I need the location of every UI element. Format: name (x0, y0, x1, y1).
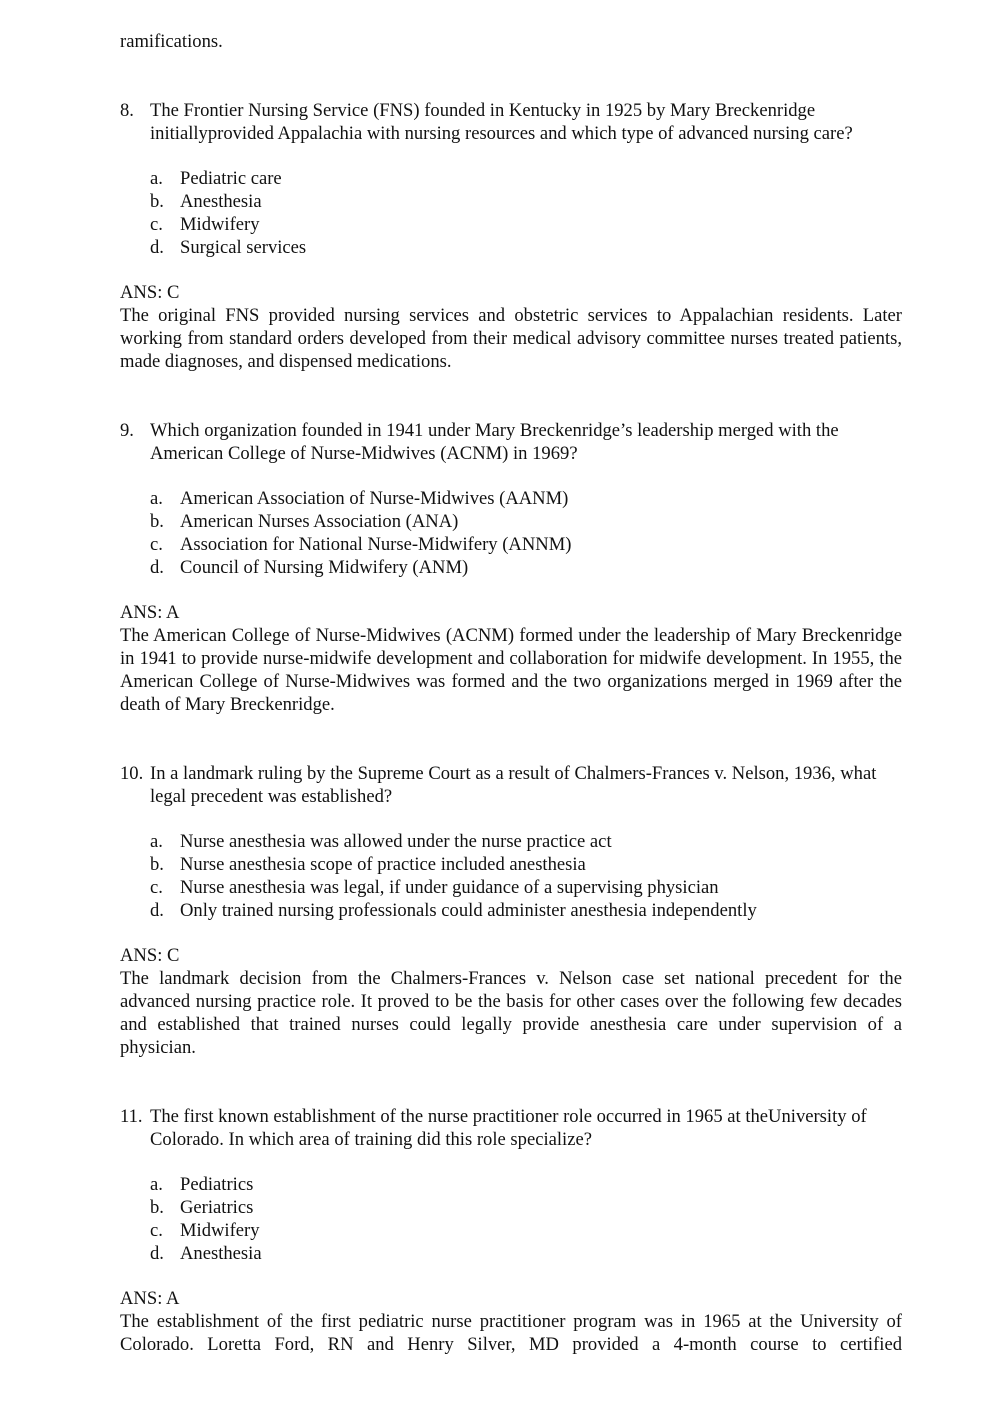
question-text: The Frontier Nursing Service (FNS) founded in Kentucky in 1925 by Mary Breckenridge initiallyprovided Appalachia with nursing resources and which type of advanced nursing care? (150, 100, 853, 144)
option-letter: d. (150, 1243, 164, 1264)
option-b (120, 510, 902, 533)
question-number: 9. (120, 420, 134, 441)
document-page (120, 30, 902, 1356)
option-text: Association for National Nurse-Midwifery (ANNM) (180, 534, 572, 555)
question-number: 8. (120, 100, 134, 121)
option-d (120, 899, 902, 922)
option-text: Surgical services (180, 237, 307, 258)
continued-text: ramifications. (120, 31, 223, 52)
question-text: Which organization founded in 1941 under Mary Breckenridge’s leadership merged with the American College of Nurse-Midwives (ACNM) in 1969? (150, 420, 839, 464)
option-letter: a. (150, 488, 163, 509)
answer-options (120, 830, 902, 922)
option-text: Geriatrics (180, 1197, 254, 1218)
question-11 (120, 1105, 902, 1356)
question-stem (120, 762, 902, 808)
option-letter: c. (150, 1220, 163, 1241)
option-c (120, 533, 902, 556)
option-letter: d. (150, 900, 164, 921)
answer-explanation: The landmark decision from the Chalmers-Frances v. Nelson case set national precedent for the advanced nursing practice role. It proved to be the basis for other cases over the following few decades and established that trained nurses could legally provide anesthesia care under supervision of a physician. (120, 968, 902, 1058)
option-text: Pediatrics (180, 1174, 254, 1195)
question-10 (120, 762, 902, 1059)
option-letter: c. (150, 877, 163, 898)
option-a (120, 1173, 902, 1196)
option-text: American Nurses Association (ANA) (180, 511, 459, 532)
option-letter: b. (150, 191, 164, 212)
option-text: Council of Nursing Midwifery (ANM) (180, 557, 469, 578)
option-d (120, 236, 902, 259)
option-text: Nurse anesthesia was allowed under the nurse practice act (180, 831, 612, 852)
option-letter: c. (150, 534, 163, 555)
answer-explanation: The original FNS provided nursing services and obstetric services to Appalachian residents. Later working from standard orders developed from their medical advisory committee nurses treated patients, made diagnoses, and dispensed medications. (120, 305, 902, 372)
answer-explanation: The establishment of the first pediatric nurse practitioner program was in 1965 at the University of Colorado. Loretta Ford, RN and Henry Silver, MD provided a 4-month course to certified (120, 1311, 902, 1355)
option-b (120, 190, 902, 213)
option-c (120, 213, 902, 236)
option-a (120, 167, 902, 190)
option-text: Anesthesia (180, 191, 262, 212)
answer-key: ANS: C (120, 282, 180, 303)
answer-options (120, 167, 902, 259)
option-text: Only trained nursing professionals could administer anesthesia independently (180, 900, 757, 921)
option-text: Midwifery (180, 1220, 260, 1241)
option-text: Nurse anesthesia scope of practice included anesthesia (180, 854, 586, 875)
question-text: The first known establishment of the nurse practitioner role occurred in 1965 at theUniversity of Colorado. In which area of training did this role specialize? (150, 1106, 867, 1150)
option-letter: a. (150, 168, 163, 189)
question-stem (120, 419, 902, 465)
answer-key: ANS: A (120, 1288, 180, 1309)
option-letter: d. (150, 237, 164, 258)
option-letter: c. (150, 214, 163, 235)
answer-options (120, 1173, 902, 1265)
answer-key: ANS: C (120, 945, 180, 966)
option-letter: d. (150, 557, 164, 578)
option-letter: a. (150, 1174, 163, 1195)
question-number: 11. (120, 1106, 143, 1127)
option-text: American Association of Nurse-Midwives (AANM) (180, 488, 569, 509)
option-b (120, 1196, 902, 1219)
option-text: Pediatric care (180, 168, 282, 189)
answer-key: ANS: A (120, 602, 180, 623)
answer-explanation: The American College of Nurse-Midwives (ACNM) formed under the leadership of Mary Breckenridge in 1941 to provide nurse-midwife development and collaboration for midwife development. In 1955, the American College of Nurse-Midwives was formed and the two organizations merged in 1969 after the death of Mary Breckenridge. (120, 625, 902, 715)
option-text: Midwifery (180, 214, 260, 235)
option-c (120, 876, 902, 899)
option-b (120, 853, 902, 876)
question-8 (120, 99, 902, 373)
option-text: Nurse anesthesia was legal, if under guidance of a supervising physician (180, 877, 719, 898)
option-letter: a. (150, 831, 163, 852)
answer-options (120, 487, 902, 579)
question-stem (120, 99, 902, 145)
option-a (120, 487, 902, 510)
question-9 (120, 419, 902, 716)
option-text: Anesthesia (180, 1243, 262, 1264)
option-letter: b. (150, 1197, 164, 1218)
question-stem (120, 1105, 902, 1151)
option-d (120, 556, 902, 579)
option-letter: b. (150, 854, 164, 875)
option-letter: b. (150, 511, 164, 532)
question-text: In a landmark ruling by the Supreme Court as a result of Chalmers-Frances v. Nelson, 1936, what legal precedent was established? (150, 763, 877, 807)
option-a (120, 830, 902, 853)
option-c (120, 1219, 902, 1242)
question-number: 10. (120, 763, 144, 784)
option-d (120, 1242, 902, 1265)
